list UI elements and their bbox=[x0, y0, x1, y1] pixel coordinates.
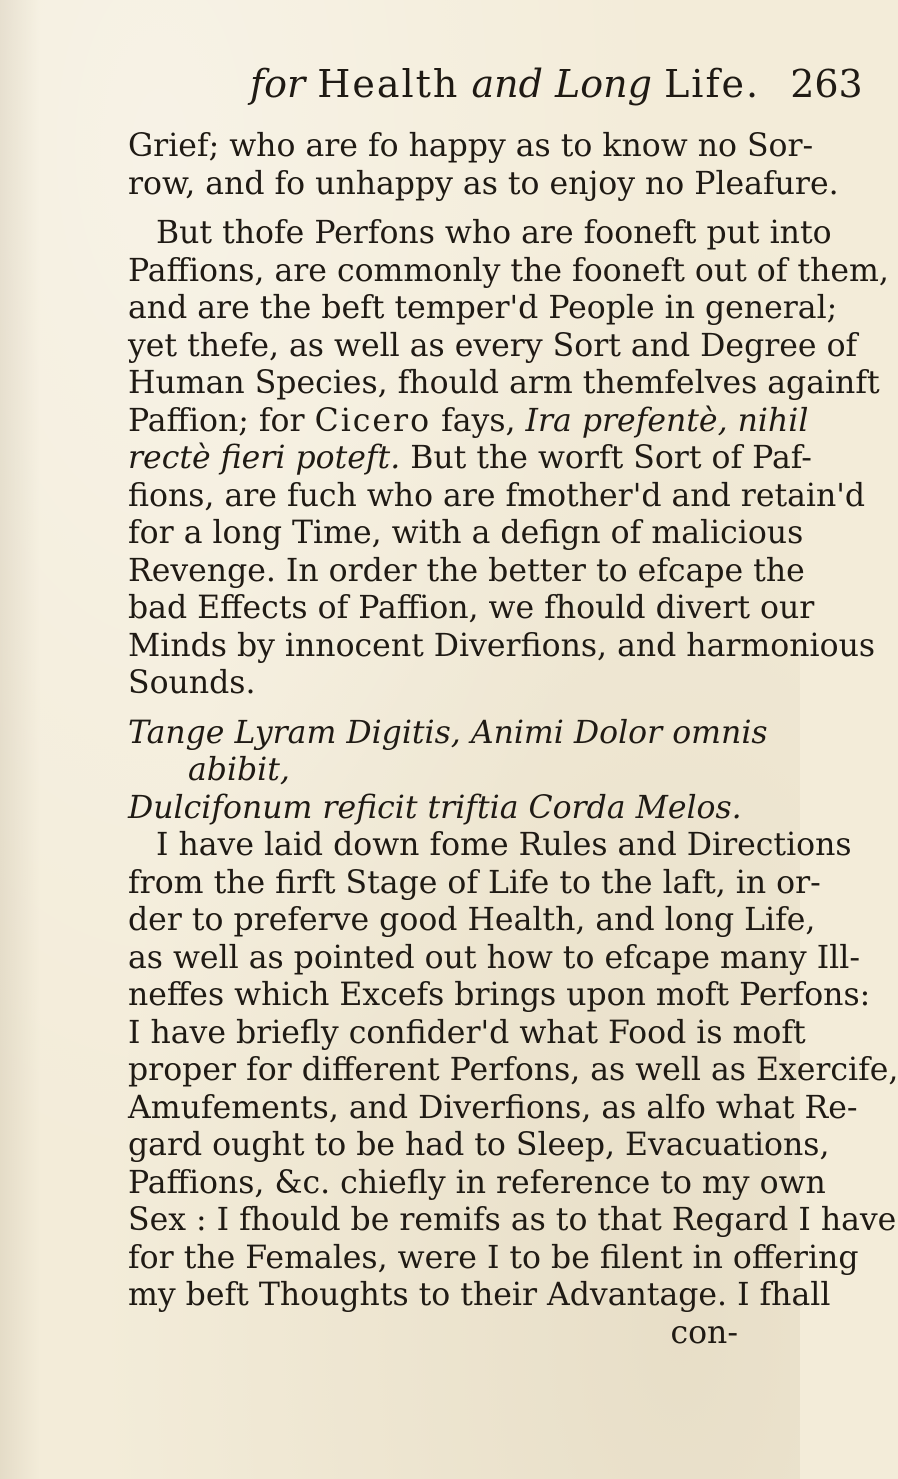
text-line: bad Effects of Paffion, we fhould divert our bbox=[128, 590, 815, 626]
text-line: my beft Thoughts to their Advantage. I fhall bbox=[128, 1277, 831, 1313]
text-line: Grief; who are fo happy as to know no Sor- bbox=[128, 128, 814, 164]
header-conjunction: and bbox=[471, 62, 543, 106]
text-span: But the worft Sort of Paf- bbox=[400, 440, 812, 476]
verse-line: abibit, bbox=[188, 752, 290, 788]
text-span: fays, bbox=[431, 402, 526, 439]
text-line: I have laid down fome Rules and Directions bbox=[156, 827, 852, 863]
text-line: der to preferve good Health, and long Life, bbox=[128, 902, 816, 938]
text-line: Minds by innocent Diverfions, and harmonious bbox=[128, 627, 876, 664]
verse-line: Dulcifonum reficit triftia Corda Melos. bbox=[128, 789, 742, 826]
text-line: Revenge. In order the better to efcape the bbox=[128, 552, 805, 589]
text-line: for a long Time, with a defign of malicious bbox=[128, 515, 804, 551]
text-line: Paffions, &c. chiefly in reference to my own bbox=[128, 1164, 826, 1201]
header-word-life: Life. bbox=[664, 62, 761, 106]
text-line: Amufements, and Diverfions, as alfo what Re- bbox=[128, 1089, 858, 1126]
header-word-long: Long bbox=[555, 62, 652, 106]
text-line: as well as pointed out how to efcape many Ill- bbox=[128, 939, 860, 976]
text-line: neffes which Excefs brings upon moft Perfons: bbox=[128, 977, 871, 1013]
page-number: 263 bbox=[790, 62, 863, 106]
header-word-health: Health bbox=[317, 62, 460, 106]
text-line: But thofe Perfons who are fooneft put into bbox=[156, 215, 832, 251]
latin-quote: rectè fieri poteft. bbox=[128, 440, 401, 476]
text-line: I have briefly confider'd what Food is moft bbox=[128, 1014, 806, 1051]
latin-quote: Ira prefentè, nihil bbox=[525, 402, 809, 439]
text-line: Sounds. bbox=[128, 665, 256, 701]
text-line: fions, are fuch who are fmother'd and retain'd bbox=[128, 477, 866, 514]
text-line: and are the beft temper'd People in general; bbox=[128, 290, 838, 326]
author-name: Cicero bbox=[314, 402, 432, 439]
text-line bbox=[128, 440, 812, 478]
text-line: yet thefe, as well as every Sort and Degree of bbox=[128, 327, 858, 364]
text-line: Sex : I fhould be remifs as to that Regard I have bbox=[128, 1202, 897, 1238]
verse-line: Tange Lyram Digitis, Animi Dolor omnis bbox=[128, 714, 768, 751]
text-line: Human Species, fhould arm themfelves againft bbox=[128, 365, 880, 401]
header-prefix: for bbox=[250, 62, 306, 106]
catchword: con- bbox=[670, 1314, 738, 1351]
page-edge-shadow bbox=[0, 0, 40, 1479]
text-span: Paffion; for bbox=[128, 402, 315, 439]
text-line: from the firft Stage of Life to the laft, in or- bbox=[128, 864, 821, 901]
text-line: proper for different Perfons, as well as Exercife, bbox=[128, 1052, 898, 1088]
text-line: for the Females, were I to be filent in offering bbox=[128, 1239, 859, 1276]
text-line: Paffions, are commonly the fooneft out of them, bbox=[128, 252, 889, 289]
text-line bbox=[128, 402, 809, 441]
body-text bbox=[128, 128, 898, 1352]
running-header bbox=[250, 62, 863, 106]
text-line: row, and fo unhappy as to enjoy no Pleafure. bbox=[128, 165, 839, 202]
text-line: gard ought to be had to Sleep, Evacuations, bbox=[128, 1127, 830, 1163]
